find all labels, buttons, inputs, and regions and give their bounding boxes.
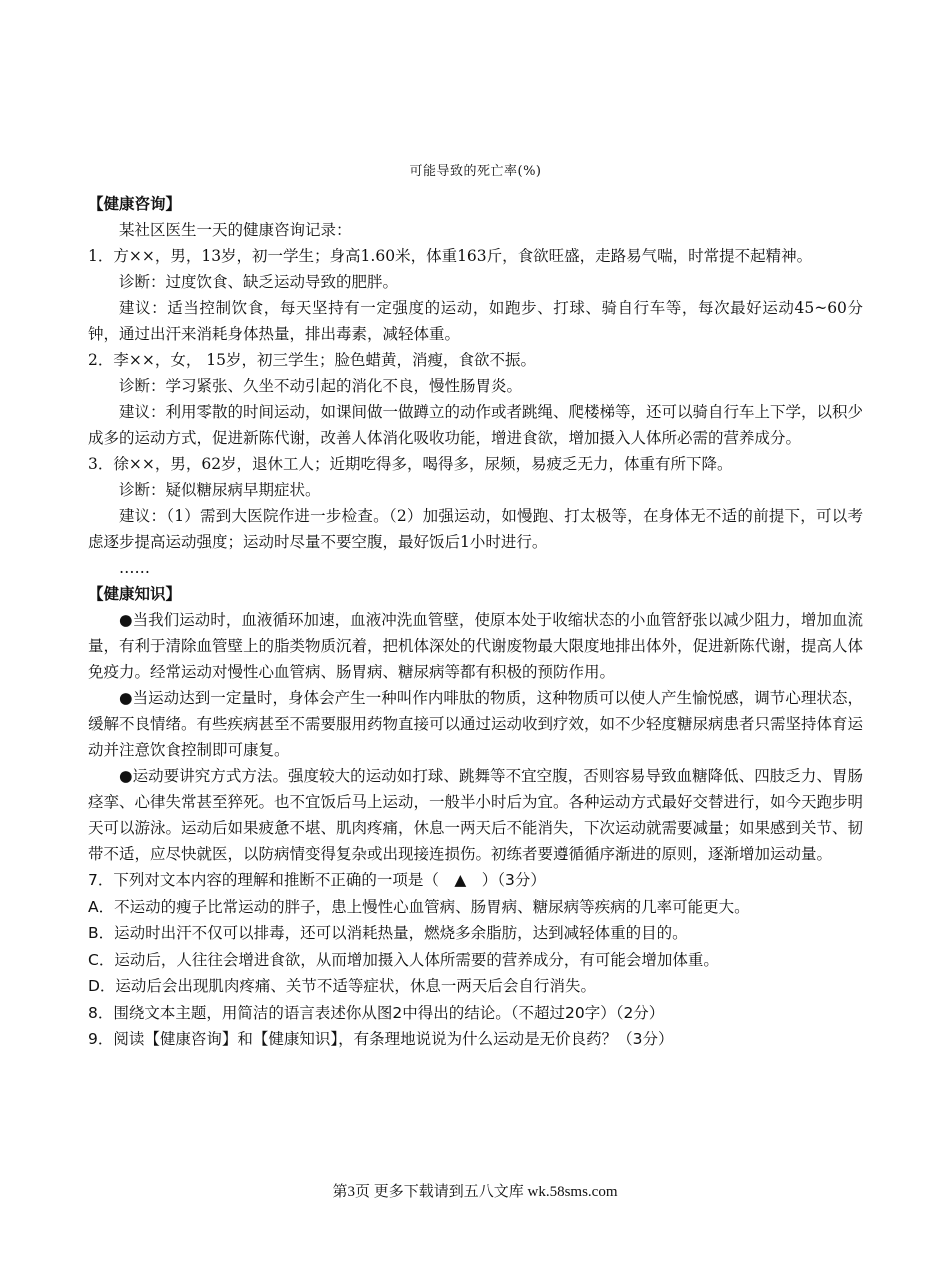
question-7: 7．下列对文本内容的理解和推断不正确的一项是（ ▲ ）（3分） (88, 871, 546, 889)
question-8: 8．围绕文本主题，用简洁的语言表述你从图2中得出的结论。（不超过20字）（2分） (88, 1003, 665, 1022)
knowledge-paragraph-2: ●当运动达到一定量时，身体会产生一种叫作内啡肽的物质，这种物质可以使人产生愉悦感，调节心理状态，缓解不良情绪。有些疾病甚至不需要服用药物直接可以通过运动收到疗效，如不少轻度糖尿病患者只需坚持体育运动并注意饮食控制即可康复。 (88, 689, 864, 759)
consult-section-title: 【健康咨询】 (88, 194, 182, 213)
page-footer: 第3页 更多下载请到五八文库 wk.58sms.com (332, 1184, 618, 1200)
case-3-diagnosis: 诊断：疑似糖尿病早期症状。 (119, 481, 321, 499)
question-7-option-b: B．运动时出汗不仅可以排毒，还可以消耗热量，燃烧多余脂肪，达到减轻体重的目的。 (88, 924, 688, 942)
ellipsis: …… (119, 559, 150, 577)
question-7-option-d: D．运动后会出现肌肉疼痛、关节不适等症状，休息一两天后会自行消失。 (88, 977, 596, 995)
case-1: 1．方××，男，13岁，初一学生；身高1.60米，体重163斤，食欲旺盛，走路易气喘，时常提不起精神。 (88, 247, 813, 265)
case-1-advice: 建议：适当控制饮食，每天坚持有一定强度的运动，如跑步、打球、骑自行车等，每次最好运动45~60分钟，通过出汗来消耗身体热量，排出毒素，减轻体重。 (88, 299, 863, 343)
case-2: 2．李××，女， 15岁，初三学生；脸色蜡黄，消瘦，食欲不振。 (88, 351, 536, 369)
knowledge-section-title: 【健康知识】 (88, 584, 182, 603)
case-3-advice: 建议：（1）需到大医院作进一步检查。（2）加强运动，如慢跑、打太极等，在身体无不适的前提下，可以考虑逐步提高运动强度；运动时尽量不要空腹，最好饭后1小时进行。 (88, 507, 863, 551)
case-2-diagnosis: 诊断：学习紧张、久坐不动引起的消化不良，慢性肠胃炎。 (119, 377, 523, 395)
question-7-option-a: A．不运动的瘦子比常运动的胖子，患上慢性心血管病、肠胃病、糖尿病等疾病的几率可能更大。 (88, 897, 750, 916)
chart-caption: 可能导致的死亡率(%) (409, 164, 542, 179)
consult-intro: 某社区医生一天的健康咨询记录： (119, 221, 352, 239)
knowledge-paragraph-1: ●当我们运动时，血液循环加速，血液冲洗血管壁，使原本处于收缩状态的小血管舒张以减少阻力，增加血流量，有利于清除血管壁上的脂类物质沉着，把机体深处的代谢废物最大限度地排出体外，促进新陈代谢，提高人体免疫力。经常运动对慢性心血管病、肠胃病、糖尿病等都有积极的预防作用。 (88, 611, 864, 681)
question-9: 9．阅读【健康咨询】和【健康知识】，有条理地说说为什么运动是无价良药？（3分） (88, 1030, 674, 1048)
case-2-advice: 建议：利用零散的时间运动，如课间做一做蹲立的动作或者跳绳、爬楼梯等，还可以骑自行车上下学，以积少成多的运动方式，促进新陈代谢，改善人体消化吸收功能，增进食欲，增加摄入人体所必需的营养成分。 (88, 403, 864, 447)
case-3: 3．徐××，男，62岁，退休工人；近期吃得多，喝得多，尿频，易疲乏无力，体重有所下降。 (88, 455, 733, 473)
case-1-diagnosis: 诊断：过度饮食、缺乏运动导致的肥胖。 (119, 273, 399, 291)
question-7-option-c: C．运动后，人往往会增进食欲，从而增加摄入人体所需要的营养成分，有可能会增加体重。 (88, 950, 719, 969)
knowledge-paragraph-3: ●运动要讲究方式方法。强度较大的运动如打球、跳舞等不宜空腹，否则容易导致血糖降低、四肢乏力、胃肠痉挛、心律失常甚至猝死。也不宜饭后马上运动，一般半小时后为宜。各种运动方式最好交替进行，如今天跑步明天可以游泳。运动后如果疲惫不堪、肌肉疼痛，休息一两天后不能消失，下次运动就需要减量；如果感到关节、韧带不适，应尽快就医，以防病情变得复杂或出现接连损伤。初练者要遵循循序渐进的原则，逐渐增加运动量。 (88, 767, 864, 863)
document-page (88, 150, 863, 1053)
